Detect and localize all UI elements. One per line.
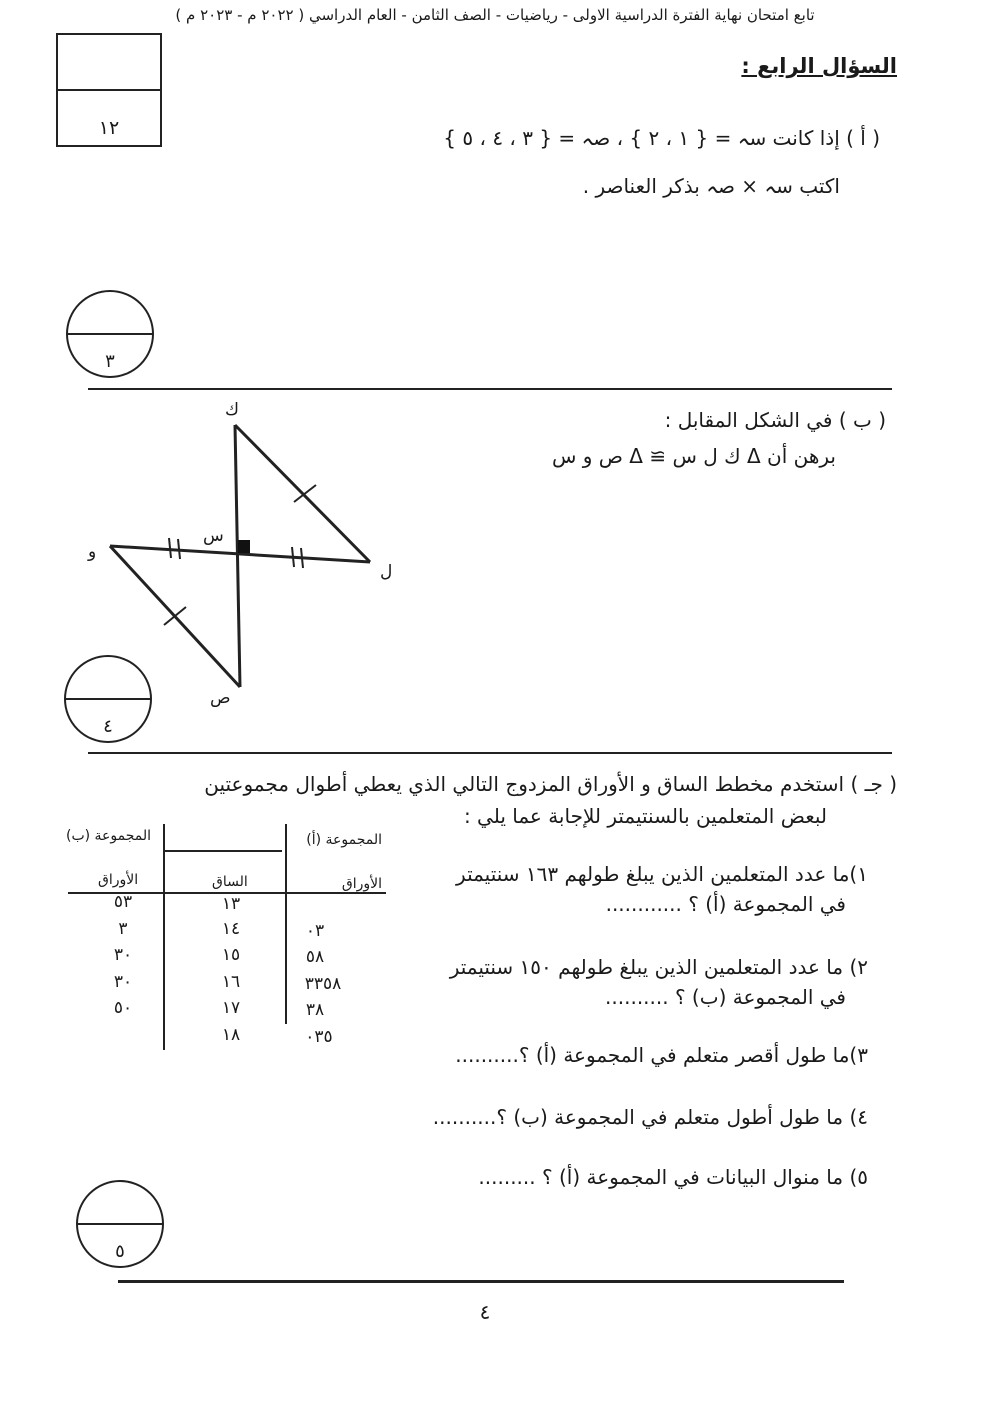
part-a-line1: ( أ ) إذا كانت سہ = { ١ ، ٢ } ، صہ = { ٣ ، ٤ ، ٥ }: [443, 126, 880, 150]
row2-stem: ١٤: [221, 919, 241, 939]
row4-stem: ١٦: [221, 972, 241, 992]
circle-divider: [66, 698, 150, 700]
part-a-score-circle: [66, 290, 154, 378]
right-angle-marker: [238, 540, 250, 553]
part-b-line1: ( ب ) في الشكل المقابل :: [664, 408, 886, 432]
group-b-header: المجموعة (ب): [66, 828, 152, 844]
leaves-label-a: الأوراق: [341, 876, 382, 892]
row3-a: ٥٨: [305, 947, 325, 967]
row2-b: ٣: [118, 919, 128, 939]
total-score-box: [56, 33, 162, 147]
question-5: ٥) ما منوال البيانات في المجموعة (أ) ؟ .........: [478, 1165, 868, 1189]
label-w: و: [88, 542, 97, 562]
part-c-score: ٥: [115, 1241, 125, 1262]
row3-stem: ١٥: [221, 945, 241, 965]
segment-k-l: [235, 425, 370, 562]
label-l: ل: [380, 562, 393, 582]
group-a-header: المجموعة (أ): [306, 832, 382, 848]
question-1-line2: في المجموعة (أ) ؟ ............: [605, 892, 846, 916]
segment-k-sad: [235, 425, 240, 687]
tick-s-l-2: [301, 548, 303, 568]
stem-leaf-table: [66, 824, 386, 1054]
table-top-rule: [164, 850, 282, 852]
tick-s-l-1: [292, 547, 294, 567]
table-left-rule: [163, 824, 165, 1050]
row5-b: ٥٠: [113, 998, 133, 1018]
question-title: السؤال الرابع :: [741, 54, 897, 78]
tick-w-s-2: [178, 539, 180, 559]
section-divider-1: [88, 388, 892, 390]
label-s: س: [203, 526, 224, 546]
stem-label: الساق: [212, 874, 248, 890]
page-number: ٤: [479, 1300, 491, 1324]
label-sad: ص: [210, 688, 231, 708]
score-box-divider: [58, 89, 160, 91]
part-a-score: ٣: [105, 351, 115, 372]
row5-stem: ١٧: [221, 998, 241, 1018]
row4-a: ٣٣٥٨: [304, 974, 342, 994]
part-c-score-circle: [76, 1180, 164, 1268]
circle-divider: [78, 1223, 162, 1225]
row3-b: ٣٠: [113, 945, 133, 965]
circle-divider: [68, 333, 152, 335]
question-4: ٤) ما طول أطول متعلم في المجموعة (ب) ؟..........: [432, 1105, 868, 1129]
row4-b: ٣٠: [113, 972, 133, 992]
row6-stem: ١٨: [221, 1025, 241, 1045]
row1-stem: ١٣: [221, 894, 241, 914]
part-c-line2: لبعض المتعلمين بالسنتيمتر للإجابة عما يلي :: [463, 804, 827, 828]
part-c-line1: ( جـ ) استخدم مخطط الساق و الأوراق المزدوج التالي الذي يعطي أطوال مجموعتين: [204, 772, 897, 796]
row5-a: ٣٨: [305, 1000, 325, 1020]
exam-header: تابع امتحان نهاية الفترة الدراسية الاولى - رياضيات - الصف الثامن - العام الدراسي ( ٢٠٢٢ م - ٢٠٢٣ م ): [175, 6, 815, 24]
total-score-value: ١٢: [98, 117, 120, 139]
label-k: ك: [225, 400, 240, 420]
part-b-score: ٤: [103, 716, 113, 737]
page-bottom-rule: [118, 1280, 844, 1283]
part-b-score-circle: [64, 655, 152, 743]
question-2-line1: ٢) ما عدد المتعلمين الذين يبلغ طولهم ١٥٠ سنتيمتر: [449, 955, 868, 979]
question-3: ٣)ما طول أقصر متعلم في المجموعة (أ) ؟..........: [455, 1043, 868, 1067]
part-b-line2: برهن أن Δ ك ل س ≅ Δ ص و س: [551, 444, 836, 468]
part-a-line2: اكتب سہ × صہ بذكر العناصر .: [582, 174, 840, 198]
question-1-line1: ١)ما عدد المتعلمين الذين يبلغ طولهم ١٦٣ سنتيمتر: [456, 862, 868, 886]
question-2-line2: في المجموعة (ب) ؟ ..........: [605, 985, 846, 1009]
tick-w-s-1: [169, 538, 171, 558]
section-divider-2: [88, 752, 892, 754]
leaves-label-b: الأوراق: [98, 872, 139, 888]
row2-a: ٠٣: [305, 921, 325, 941]
row6-a: ٠٣٥: [305, 1027, 333, 1047]
row1-b: ٥٣: [113, 892, 133, 912]
